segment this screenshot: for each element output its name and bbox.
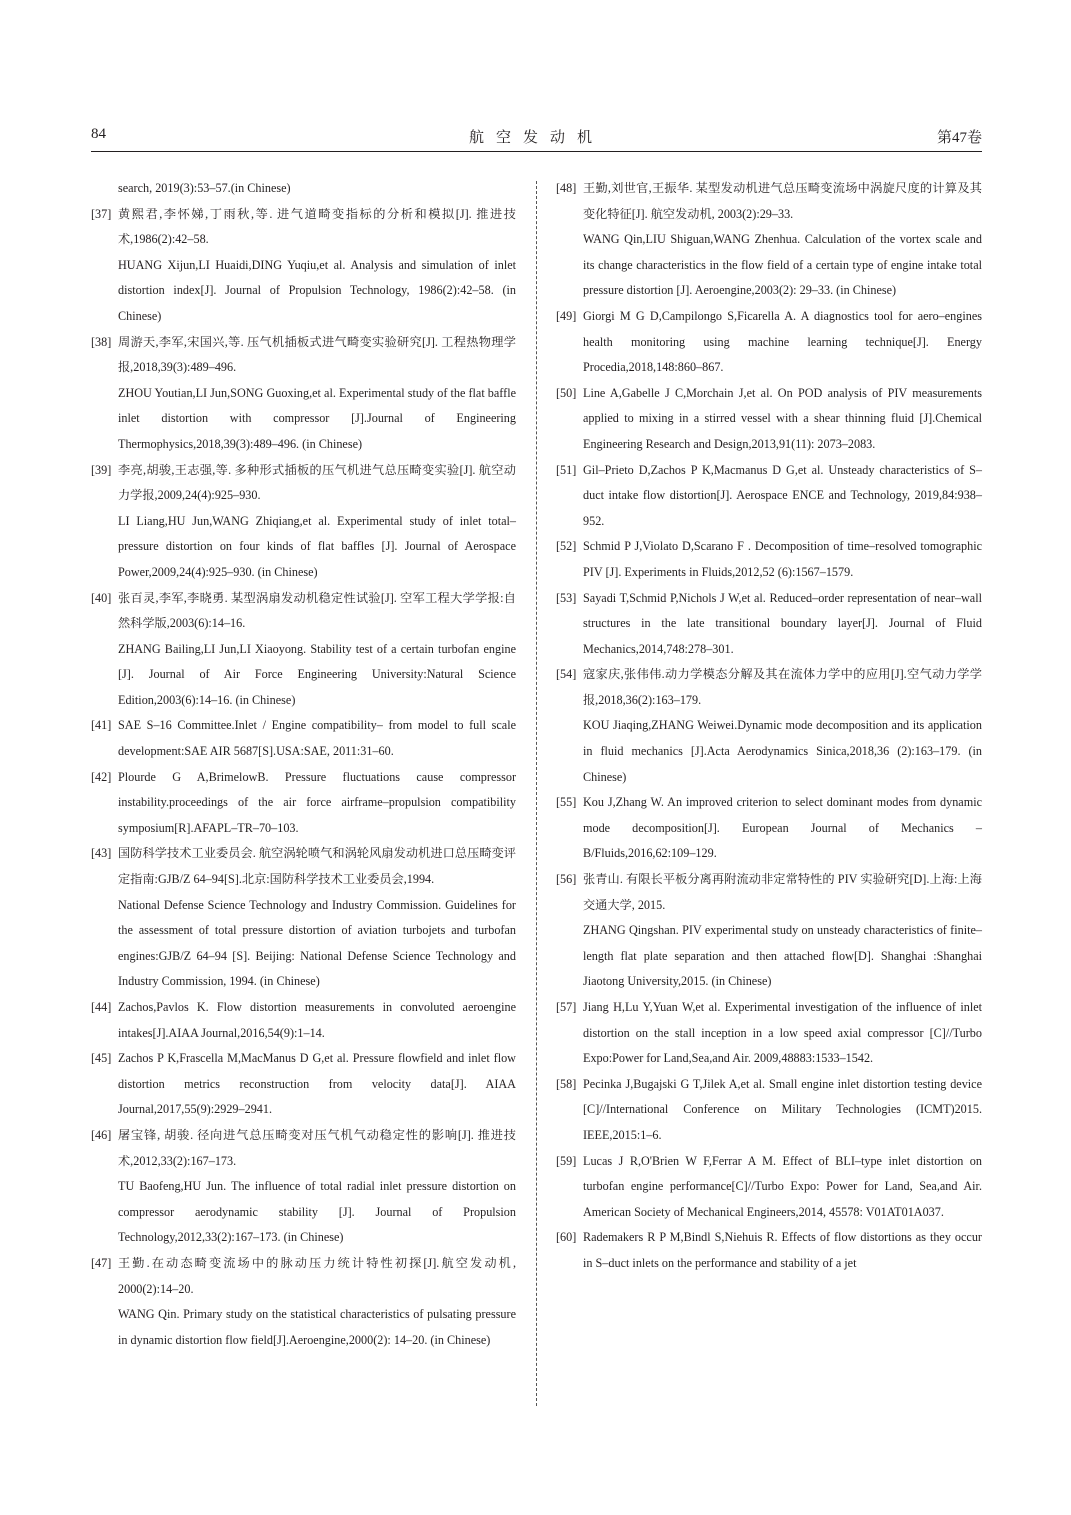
reference-text: Pecinka J,Bugajski G T,Jilek A,et al. Small engine inlet distortion testing device [C]//International Conference on Military Technologies (ICMT)2015. IEEE,2015:1–6.: [583, 1076, 982, 1142]
reference-text: Plourde G A,BrimelowB. Pressure fluctuations cause compressor instability.proceedings of the air force airframe–propulsion compatibility symposium[R].AFAPL–TR–70–103.: [118, 769, 516, 835]
reference-text: 王勤,刘世官,王振华. 某型发动机进气总压畸变流场中涡旋尺度的计算及其变化特征[J]. 航空发动机, 2003(2):29–33.: [583, 181, 982, 221]
reference-entry: [556, 534, 982, 585]
reference-text: Zachos P K,Frascella M,MacManus D G,et al. Pressure flowfield and inlet flow distortion metrics reconstruction from velocity data[J]. AIAA Journal,2017,55(9):2929–2941.: [118, 1051, 516, 1117]
reference-text: Line A,Gabelle J C,Morchain J,et al. On POD analysis of PIV measurements applied to mixing in a stirred vessel with a shear thinning fluid [J].Chemical Engineering Research and Design,2013,91(11): 2073–2083.: [583, 385, 982, 451]
reference-entry: [91, 586, 516, 714]
reference-entry: [556, 1072, 982, 1149]
reference-number: [58]: [556, 1076, 577, 1091]
left-column: [91, 176, 516, 1353]
reference-number: [49]: [556, 308, 577, 323]
reference-number: [60]: [556, 1230, 577, 1245]
reference-text: 王勤.在动态畸变流场中的脉动压力统计特性初探[J].航空发动机, 2000(2):14–20.: [118, 1255, 516, 1296]
reference-number: [59]: [556, 1153, 577, 1168]
reference-text-english: National Defense Science Technology and Industry Commission. Guidelines for the assessment of total pressure distortion of aviation turbojets and turbofan engines:GJB/Z 64–94 [S]. Beijing: National Defense Science Technology and Industry Commission, 1994. (in Chinese): [118, 897, 516, 989]
reference-entry: [556, 458, 982, 535]
reference-text-english: WANG Qin,LIU Shiguan,WANG Zhenhua. Calculation of the vortex scale and its change characteristics in the flow field of a certain type of engine intake total pressure distortion [J]. Aeroengine,2003(2): 29–33. (in Chinese): [583, 232, 982, 298]
reference-continuation: search, 2019(3):53–57.(in Chinese): [118, 181, 291, 195]
reference-text: 周游天,李军,宋国兴,等. 压气机插板式进气畸变实验研究[J]. 工程热物理学报,2018,39(3):489–496.: [118, 334, 516, 375]
reference-entry: [91, 1123, 516, 1251]
reference-entry: [556, 381, 982, 458]
reference-number: [55]: [556, 795, 577, 810]
reference-text-english: WANG Qin. Primary study on the statistical characteristics of pulsating pressure in dynamic distortion flow field[J].Aeroengine,2000(2): 14–20. (in Chinese): [118, 1307, 516, 1347]
reference-entry: [556, 1149, 982, 1226]
reference-text: Rademakers R P M,Bindl S,Niehuis R. Effects of flow distortions as they occur in S–duct inlets on the performance and stability of a jet: [583, 1230, 982, 1270]
volume-label: 第47卷: [936, 130, 982, 146]
reference-number: [47]: [91, 1255, 112, 1270]
reference-entry: [556, 662, 982, 790]
header-rule: [91, 151, 982, 152]
reference-text: 张青山. 有限长平板分离再附流动非定常特性的 PIV 实验研究[D].上海:上海交通大学, 2015.: [583, 872, 982, 912]
reference-number: [50]: [556, 385, 577, 400]
reference-entry: [91, 202, 516, 330]
reference-text-english: ZHOU Youtian,LI Jun,SONG Guoxing,et al. Experimental study of the flat baffle inlet distortion with compressor [J].Journal of Engineering Thermophysics,2018,39(3):489–496. (in Chinese): [118, 385, 516, 451]
column-divider: [536, 181, 537, 1406]
reference-entry: [556, 176, 982, 304]
reference-entry: [91, 1251, 516, 1353]
page-number: 84: [91, 126, 106, 142]
reference-entry: [91, 713, 516, 764]
reference-text-english: KOU Jiaqing,ZHANG Weiwei.Dynamic mode decomposition and its application in fluid mechanics [J].Acta Aerodynamics Sinica,2018,36 (2):163–179. (in Chinese): [583, 718, 982, 784]
reference-entry: [91, 995, 516, 1046]
reference-number: [52]: [556, 539, 577, 554]
reference-entry: [556, 995, 982, 1072]
reference-number: [53]: [556, 590, 577, 605]
reference-text: Schmid P J,Violato D,Scarano F . Decomposition of time–resolved tomographic PIV [J]. Experiments in Fluids,2012,52 (6):1567–1579.: [583, 539, 982, 579]
reference-number: [41]: [91, 718, 112, 733]
reference-number: [54]: [556, 667, 577, 682]
reference-text: Jiang H,Lu Y,Yuan W,et al. Experimental investigation of the influence of inlet distortion on the stall inception in a low speed axial compressor [C]//Turbo Expo:Power for Land,Sea,and Air. 2009,48883:1533–1542.: [583, 1000, 982, 1066]
reference-text-english: HUANG Xijun,LI Huaidi,DING Yuqiu,et al. Analysis and simulation of inlet distortion index[J]. Journal of Propulsion Technology, 1986(2):42–58. (in Chinese): [118, 257, 516, 323]
reference-text-english: ZHANG Qingshan. PIV experimental study on unsteady characteristics of finite–length flat plate separation and then attached flow[D]. Shanghai :Shanghai Jiaotong University,2015. (in Chinese): [583, 923, 982, 989]
reference-number: [45]: [91, 1051, 112, 1066]
reference-number: [39]: [91, 462, 112, 477]
reference-number: [46]: [91, 1127, 112, 1142]
reference-text: 李亮,胡骏,王志强,等. 多种形式插板的压气机进气总压畸变实验[J]. 航空动力学报,2009,24(4):925–930.: [118, 462, 516, 503]
reference-list-right: [556, 176, 982, 1277]
reference-text: Kou J,Zhang W. An improved criterion to select dominant modes from dynamic mode decomposition[J]. European Journal of Mechanics – B/Fluids,2016,62:109–129.: [583, 795, 982, 861]
reference-entry: [91, 765, 516, 842]
reference-text: Zachos,Pavlos K. Flow distortion measurements in convoluted aeroengine intakes[J].AIAA Journal,2016,54(9):1–14.: [118, 1000, 516, 1040]
reference-text: 国防科学技术工业委员会. 航空涡轮喷气和涡轮风扇发动机进口总压畸变评定指南:GJB/Z 64–94[S].北京:国防科学技术工业委员会,1994.: [118, 846, 516, 887]
journal-title: 航空发动机: [468, 130, 604, 146]
reference-number: [56]: [556, 872, 577, 887]
reference-text: 屠宝锋, 胡骏. 径向进气总压畸变对压气机气动稳定性的影响[J]. 推进技术,2012,33(2):167–173.: [118, 1127, 516, 1168]
reference-text: 张百灵,李军,李晓勇. 某型涡扇发动机稳定性试验[J]. 空军工程大学学报:自然科学版,2003(6):14–16.: [118, 590, 516, 631]
reference-number: [37]: [91, 206, 112, 221]
reference-number: [48]: [556, 181, 577, 195]
reference-entry: [556, 867, 982, 995]
reference-number: [44]: [91, 1000, 112, 1014]
reference-number: [38]: [91, 334, 112, 349]
reference-list-left: [91, 202, 516, 1354]
reference-entry: [91, 1046, 516, 1123]
reference-text-english: ZHANG Bailing,LI Jun,LI Xiaoyong. Stability test of a certain turbofan engine [J]. Journal of Air Force Engineering University:Natural Science Edition,2003(6):14–16. (in Chinese): [118, 641, 516, 707]
reference-text: Gil–Prieto D,Zachos P K,Macmanus D G,et al. Unsteady characteristics of S–duct intake flow distortion[J]. Aerospace ENCE and Technology, 2019,84:938–952.: [583, 462, 982, 528]
reference-number: [57]: [556, 1000, 577, 1014]
reference-text: Giorgi M G D,Campilongo S,Ficarella A. A diagnostics tool for aero–engines health monitoring using machine learning technique[J]. Energy Procedia,2018,148:860–867.: [583, 308, 982, 375]
reference-entry: [91, 458, 516, 586]
reference-entry: [91, 330, 516, 458]
reference-text-english: LI Liang,HU Jun,WANG Zhiqiang,et al. Experimental study of inlet total–pressure distortion on four kinds of flat baffles [J]. Journal of Aerospace Power,2009,24(4):925–930. (in Chinese): [118, 513, 516, 579]
reference-number: [42]: [91, 769, 112, 784]
reference-number: [43]: [91, 846, 112, 861]
right-column: [556, 176, 982, 1277]
reference-entry: [556, 790, 982, 867]
running-header: [91, 126, 982, 150]
reference-text: SAE S–16 Committee.Inlet / Engine compatibility– from model to full scale development:SAE AIR 5687[S].USA:SAE, 2011:31–60.: [118, 718, 516, 759]
reference-entry: [556, 1225, 982, 1276]
reference-text-english: TU Baofeng,HU Jun. The influence of total radial inlet pressure distortion on compressor aerodynamic stability [J]. Journal of Propulsion Technology,2012,33(2):167–173. (in Chinese): [118, 1179, 516, 1245]
reference-text: Sayadi T,Schmid P,Nichols J W,et al. Reduced–order representation of near–wall structures in the late transitional boundary layer[J]. Journal of Fluid Mechanics,2014,748:278–301.: [583, 590, 982, 656]
reference-number: [51]: [556, 462, 577, 477]
reference-entry: [556, 304, 982, 381]
reference-text: 黄熙君,李怀娣,丁雨秋,等. 进气道畸变指标的分析和模拟[J]. 推进技术,1986(2):42–58.: [118, 206, 516, 247]
reference-entry: [91, 841, 516, 995]
reference-text: 寇家庆,张伟伟.动力学模态分解及其在流体力学中的应用[J].空气动力学学报,2018,36(2):163–179.: [583, 667, 982, 707]
reference-number: [40]: [91, 590, 112, 605]
reference-text: Lucas J R,O'Brien W F,Ferrar A M. Effect of BLI–type inlet distortion on turbofan engine performance[C]//Turbo Expo: Power for Land, Sea,and Air. American Society of Mechanical Engineers,2014, 45578: V01AT01A037.: [583, 1153, 982, 1219]
reference-entry: [556, 586, 982, 663]
